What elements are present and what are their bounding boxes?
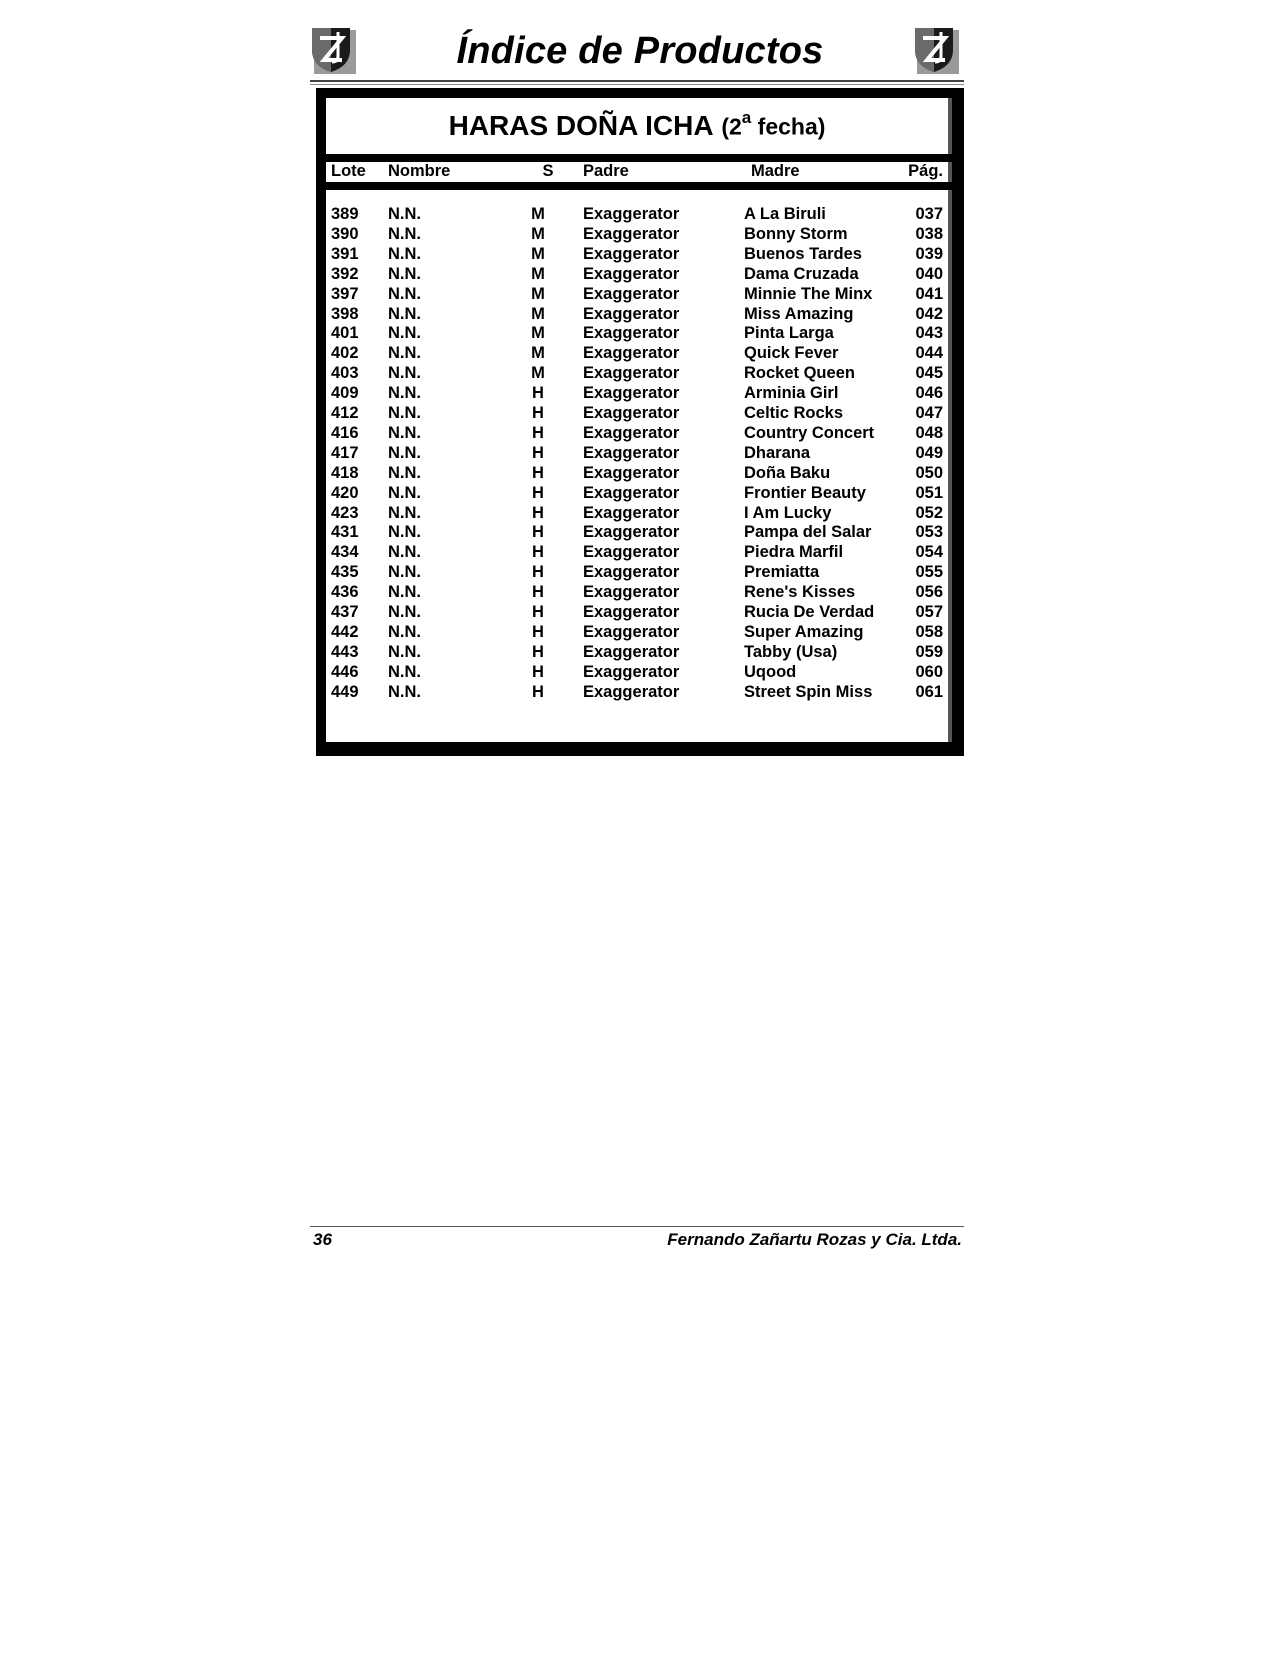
cell-padre: Exaggerator bbox=[583, 224, 680, 243]
table-row bbox=[326, 522, 952, 543]
cell-nombre: N.N. bbox=[388, 662, 421, 681]
cell-s: H bbox=[532, 642, 544, 661]
cell-nombre: N.N. bbox=[388, 344, 421, 363]
cell-madre: Bonny Storm bbox=[744, 224, 848, 243]
cell-pag: 038 bbox=[915, 224, 943, 243]
cell-s: H bbox=[532, 404, 544, 422]
col-nombre: Nombre bbox=[388, 162, 451, 180]
cell-madre: Street Spin Miss bbox=[744, 682, 873, 701]
cell-padre: Exaggerator bbox=[583, 205, 680, 223]
cell-padre: Exaggerator bbox=[583, 404, 680, 422]
cell-s: M bbox=[531, 324, 545, 343]
section-title-suffix: (2$^a$ fecha) bbox=[721, 108, 826, 140]
cell-lote: 392 bbox=[331, 264, 359, 283]
table-row bbox=[326, 204, 952, 225]
cell-nombre: N.N. bbox=[388, 523, 421, 542]
cell-nombre: N.N. bbox=[388, 364, 421, 383]
table-row bbox=[326, 622, 952, 643]
cell-nombre: N.N. bbox=[388, 642, 421, 661]
cell-padre: Exaggerator bbox=[583, 264, 680, 283]
cell-lote: 442 bbox=[331, 622, 359, 641]
cell-pag: 043 bbox=[915, 324, 943, 343]
cell-madre: I Am Lucky bbox=[744, 503, 832, 522]
cell-lote: 435 bbox=[331, 563, 359, 582]
cell-pag: 046 bbox=[915, 384, 943, 403]
cell-s: H bbox=[532, 543, 544, 562]
cell-lote: 449 bbox=[331, 682, 359, 701]
cell-madre: Dama Cruzada bbox=[744, 264, 859, 283]
table-body bbox=[326, 190, 952, 742]
cell-s: M bbox=[531, 205, 545, 223]
cell-nombre: N.N. bbox=[388, 463, 421, 482]
cell-lote: 431 bbox=[331, 523, 359, 542]
table-row bbox=[326, 582, 952, 603]
table-row bbox=[326, 323, 952, 344]
cell-s: H bbox=[532, 662, 544, 681]
cell-pag: 049 bbox=[915, 443, 943, 462]
cell-s: H bbox=[532, 443, 544, 462]
cell-pag: 057 bbox=[915, 603, 943, 621]
cell-nombre: N.N. bbox=[388, 423, 421, 442]
col-pag: Pág. bbox=[908, 162, 943, 180]
cell-padre: Exaggerator bbox=[583, 563, 680, 582]
cell-madre: Uqood bbox=[744, 662, 797, 681]
cell-madre: Rene's Kisses bbox=[744, 583, 856, 602]
cell-lote: 397 bbox=[331, 284, 359, 303]
cell-s: H bbox=[532, 603, 544, 621]
cell-madre: Buenos Tardes bbox=[744, 244, 862, 263]
cell-madre: Country Concert bbox=[744, 423, 875, 442]
table-row bbox=[326, 542, 952, 563]
page-number: 36 bbox=[313, 1230, 332, 1249]
table-row bbox=[326, 264, 952, 285]
cell-lote: 446 bbox=[331, 662, 359, 681]
cell-s: H bbox=[532, 483, 544, 502]
cell-padre: Exaggerator bbox=[583, 503, 680, 522]
cell-lote: 412 bbox=[331, 404, 359, 422]
cell-pag: 041 bbox=[915, 284, 943, 303]
cell-nombre: N.N. bbox=[388, 284, 421, 303]
cell-padre: Exaggerator bbox=[583, 423, 680, 442]
table-row bbox=[326, 662, 952, 683]
table-row bbox=[326, 682, 952, 703]
cell-nombre: N.N. bbox=[388, 503, 421, 522]
cell-madre: Frontier Beauty bbox=[744, 483, 866, 502]
cell-pag: 042 bbox=[915, 304, 943, 323]
table-row bbox=[326, 483, 952, 504]
table-row bbox=[326, 562, 952, 583]
cell-s: H bbox=[532, 423, 544, 442]
cell-pag: 045 bbox=[915, 364, 943, 383]
cell-padre: Exaggerator bbox=[583, 662, 680, 681]
section-title-main: HARAS DOÑA ICHA bbox=[448, 110, 714, 141]
table-row bbox=[326, 244, 952, 265]
cell-s: M bbox=[531, 364, 545, 383]
cell-pag: 053 bbox=[915, 523, 943, 542]
cell-s: H bbox=[532, 622, 544, 641]
cell-s: H bbox=[532, 682, 544, 701]
cell-pag: 037 bbox=[915, 205, 943, 223]
table-row bbox=[326, 363, 952, 384]
cell-lote: 389 bbox=[331, 205, 359, 223]
cell-pag: 050 bbox=[915, 463, 943, 482]
cell-lote: 443 bbox=[331, 642, 359, 661]
cell-padre: Exaggerator bbox=[583, 642, 680, 661]
cell-padre: Exaggerator bbox=[583, 463, 680, 482]
cell-s: M bbox=[531, 284, 545, 303]
cell-madre: Piedra Marfil bbox=[744, 543, 844, 562]
cell-madre: Super Amazing bbox=[744, 622, 864, 641]
cell-nombre: N.N. bbox=[388, 563, 421, 582]
cell-nombre: N.N. bbox=[388, 543, 421, 562]
cell-pag: 040 bbox=[915, 264, 943, 283]
cell-lote: 390 bbox=[331, 224, 359, 243]
cell-padre: Exaggerator bbox=[583, 583, 680, 602]
cell-s: H bbox=[532, 563, 544, 582]
cell-nombre: N.N. bbox=[388, 483, 421, 502]
footer-company: Fernando Zañartu Rozas y Cia. Ltda. bbox=[667, 1230, 962, 1249]
cell-madre: A La Biruli bbox=[744, 205, 826, 223]
col-lote: Lote bbox=[331, 162, 366, 180]
cell-madre: Arminia Girl bbox=[744, 384, 839, 403]
index-frame bbox=[316, 88, 964, 756]
cell-s: M bbox=[531, 224, 545, 243]
shield-logo-icon bbox=[310, 26, 356, 74]
cell-padre: Exaggerator bbox=[583, 364, 680, 383]
cell-padre: Exaggerator bbox=[583, 344, 680, 363]
cell-pag: 061 bbox=[915, 682, 943, 701]
cell-nombre: N.N. bbox=[388, 443, 421, 462]
cell-madre: Quick Fever bbox=[744, 344, 839, 363]
cell-lote: 402 bbox=[331, 344, 359, 363]
col-s: S bbox=[542, 162, 554, 180]
cell-madre: Tabby (Usa) bbox=[744, 642, 838, 661]
cell-nombre: N.N. bbox=[388, 583, 421, 602]
cell-pag: 059 bbox=[915, 642, 943, 661]
cell-madre: Pampa del Salar bbox=[744, 523, 872, 542]
cell-padre: Exaggerator bbox=[583, 384, 680, 403]
cell-padre: Exaggerator bbox=[583, 483, 680, 502]
cell-nombre: N.N. bbox=[388, 244, 421, 263]
table-row bbox=[326, 304, 952, 325]
cell-madre: Rocket Queen bbox=[744, 364, 855, 383]
cell-lote: 409 bbox=[331, 384, 359, 403]
cell-s: M bbox=[531, 264, 545, 283]
table-row bbox=[326, 224, 952, 245]
title-divider bbox=[310, 80, 964, 85]
table-row bbox=[326, 383, 952, 404]
col-madre: Madre bbox=[751, 162, 800, 180]
cell-madre: Dharana bbox=[744, 443, 811, 462]
cell-pag: 054 bbox=[915, 543, 943, 562]
cell-nombre: N.N. bbox=[388, 384, 421, 403]
cell-s: H bbox=[532, 503, 544, 522]
cell-pag: 051 bbox=[915, 483, 943, 502]
cell-nombre: N.N. bbox=[388, 603, 421, 621]
cell-lote: 434 bbox=[331, 543, 359, 562]
page-title: Índice de Productos bbox=[456, 30, 824, 72]
cell-madre: Rucia De Verdad bbox=[744, 603, 875, 621]
cell-lote: 423 bbox=[331, 503, 359, 522]
cell-madre: Minnie The Minx bbox=[744, 284, 873, 303]
cell-nombre: N.N. bbox=[388, 304, 421, 323]
cell-pag: 058 bbox=[915, 622, 943, 641]
cell-pag: 047 bbox=[915, 404, 943, 422]
cell-padre: Exaggerator bbox=[583, 622, 680, 641]
cell-lote: 420 bbox=[331, 483, 359, 502]
cell-nombre: N.N. bbox=[388, 622, 421, 641]
cell-lote: 403 bbox=[331, 364, 359, 383]
cell-madre: Celtic Rocks bbox=[744, 404, 844, 422]
cell-pag: 060 bbox=[915, 662, 943, 681]
table-row bbox=[326, 403, 952, 424]
cell-lote: 436 bbox=[331, 583, 359, 602]
cell-pag: 039 bbox=[915, 244, 943, 263]
cell-padre: Exaggerator bbox=[583, 304, 680, 323]
cell-pag: 056 bbox=[915, 583, 943, 602]
cell-lote: 418 bbox=[331, 463, 359, 482]
cell-nombre: N.N. bbox=[388, 264, 421, 283]
table-row bbox=[326, 642, 952, 663]
cell-padre: Exaggerator bbox=[583, 603, 680, 621]
cell-madre: Premiatta bbox=[744, 563, 820, 582]
cell-padre: Exaggerator bbox=[583, 324, 680, 343]
cell-pag: 044 bbox=[915, 344, 943, 363]
section-title bbox=[326, 98, 952, 154]
cell-nombre: N.N. bbox=[388, 205, 421, 223]
cell-s: H bbox=[532, 384, 544, 403]
cell-padre: Exaggerator bbox=[583, 284, 680, 303]
shield-logo-icon bbox=[913, 26, 959, 74]
cell-padre: Exaggerator bbox=[583, 443, 680, 462]
cell-lote: 391 bbox=[331, 244, 359, 263]
footer-divider bbox=[310, 1226, 964, 1227]
cell-padre: Exaggerator bbox=[583, 244, 680, 263]
table-row bbox=[326, 284, 952, 305]
cell-pag: 055 bbox=[915, 563, 943, 582]
table-row bbox=[326, 463, 952, 484]
cell-s: M bbox=[531, 244, 545, 263]
cell-padre: Exaggerator bbox=[583, 523, 680, 542]
cell-pag: 048 bbox=[915, 423, 943, 442]
cell-lote: 416 bbox=[331, 423, 359, 442]
cell-lote: 398 bbox=[331, 304, 359, 323]
table-row bbox=[326, 443, 952, 464]
cell-madre: Pinta Larga bbox=[744, 324, 834, 343]
cell-nombre: N.N. bbox=[388, 404, 421, 422]
cell-s: H bbox=[532, 463, 544, 482]
cell-lote: 401 bbox=[331, 324, 359, 343]
cell-madre: Doña Baku bbox=[744, 463, 831, 482]
cell-s: M bbox=[531, 344, 545, 363]
cell-pag: 052 bbox=[915, 503, 943, 522]
cell-nombre: N.N. bbox=[388, 682, 421, 701]
table-row bbox=[326, 503, 952, 524]
cell-s: H bbox=[532, 523, 544, 542]
cell-nombre: N.N. bbox=[388, 324, 421, 343]
cell-madre: Miss Amazing bbox=[744, 304, 854, 323]
table-row bbox=[326, 423, 952, 444]
cell-s: M bbox=[531, 304, 545, 323]
table-row bbox=[326, 602, 952, 623]
cell-lote: 437 bbox=[331, 603, 359, 621]
table-row bbox=[326, 343, 952, 364]
cell-s: H bbox=[532, 583, 544, 602]
header-row bbox=[326, 161, 952, 182]
cell-nombre: N.N. bbox=[388, 224, 421, 243]
cell-padre: Exaggerator bbox=[583, 682, 680, 701]
cell-lote: 417 bbox=[331, 443, 359, 462]
cell-padre: Exaggerator bbox=[583, 543, 680, 562]
col-padre: Padre bbox=[583, 162, 629, 180]
table-header bbox=[326, 162, 952, 182]
